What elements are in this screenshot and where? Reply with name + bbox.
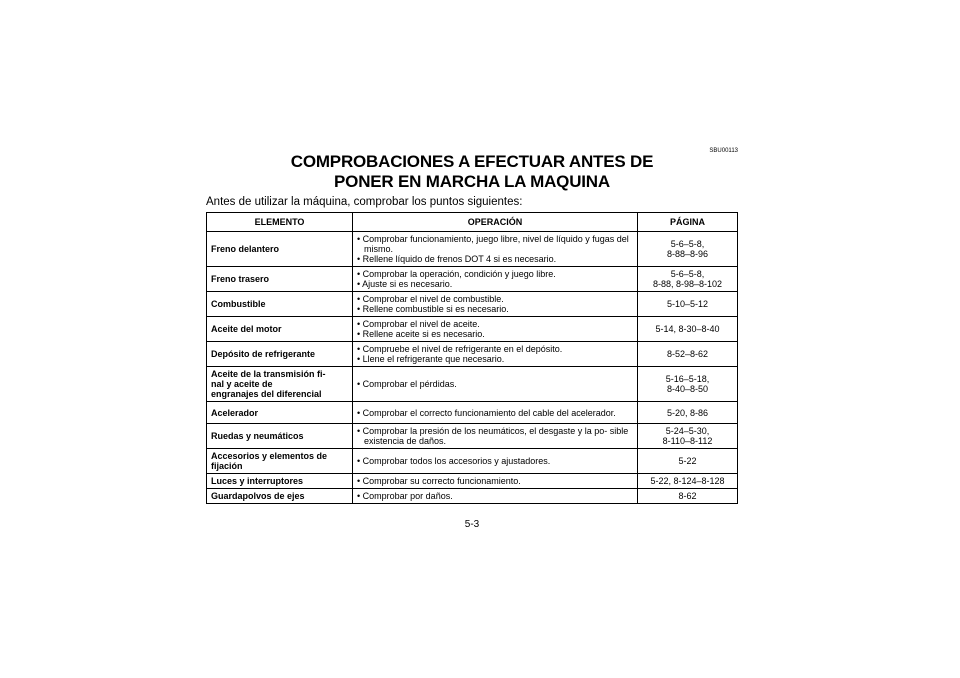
page-ref-line: 5-6–5-8, [670,239,705,249]
table-row [207,232,738,267]
page-ref-line: 8-110–8-112 [662,436,713,446]
row-element [207,402,353,424]
row-element [207,232,353,267]
element-line: fijación [211,461,243,471]
element-line: Luces y interruptores [211,476,304,486]
element-line: Ruedas y neumáticos [211,431,304,441]
row-operation [353,424,638,449]
operation-item: • Comprobar el correcto funcionamiento del cable del acelerador. [357,407,616,418]
row-page-ref [638,424,738,449]
row-element [207,317,353,342]
row-element [207,367,353,402]
table-row [207,267,738,292]
row-page-ref [638,267,738,292]
row-element [207,474,353,489]
page-title [206,152,738,192]
row-page-ref [638,402,738,424]
operation-item: • Ajuste si es necesario. [357,279,453,289]
header-element: ELEMENTO [207,213,353,232]
row-operation [353,474,638,489]
row-element [207,449,353,474]
page-ref-line: 5-10–5-12 [666,299,709,309]
table-row [207,424,738,449]
page-ref-line: 8-40–8-50 [666,384,709,394]
row-operation [353,449,638,474]
row-operation [353,317,638,342]
table-body [207,232,738,504]
element-line: Freno trasero [211,274,270,284]
intro-text: Antes de utilizar la máquina, comprobar los puntos siguientes: [206,196,523,208]
table-row [207,342,738,367]
page-ref-line: 5-22, 8-124–8-128 [650,476,725,486]
operation-item: • Rellene líquido de frenos DOT 4 si es necesario. [357,254,557,264]
row-element [207,267,353,292]
page-ref-line: 8-88–8-96 [666,249,709,259]
row-operation [353,232,638,267]
element-line: Acelerador [211,407,259,418]
row-element [207,342,353,367]
row-operation [353,402,638,424]
operation-item: • Comprobar el pérdidas. [357,379,457,389]
table-row [207,317,738,342]
table-row [207,402,738,424]
operation-item: • Comprobar su correcto funcionamiento. [357,476,521,486]
table-row [207,489,738,504]
row-page-ref [638,489,738,504]
element-line: Accesorios y elementos de [211,451,328,461]
operation-item: • Comprobar la presión de los neumáticos, el desgaste y la po- sible existencia de daños. [357,426,629,446]
header-operation: OPERACIÓN [353,213,638,232]
row-element [207,489,353,504]
page-ref-line: 8-88, 8-98–8-102 [652,279,723,289]
element-line: engranajes del diferencial [211,389,322,399]
row-operation [353,292,638,317]
page-ref-line: 5-6–5-8, [670,269,705,279]
row-operation [353,367,638,402]
document-code: SBU00113 [709,148,738,154]
page-ref-line: 5-24–5-30, [665,426,710,436]
row-element [207,292,353,317]
element-line: nal y aceite de [211,379,273,389]
row-operation [353,267,638,292]
row-page-ref [638,292,738,317]
title-line-1: COMPROBACIONES A EFECTUAR ANTES DE [290,152,654,171]
page-ref-line: 8-52–8-62 [666,349,709,359]
operation-item: • Rellene combustible si es necesario. [357,304,509,314]
page-ref-line: 5-22 [678,456,697,466]
page-ref-line: 5-16–5-18, [665,374,710,384]
table-row [207,449,738,474]
row-operation [353,489,638,504]
operation-item: • Compruebe el nivel de refrigerante en el depósito. [357,344,563,354]
checklist-table [206,212,738,504]
page-number: 5-3 [464,519,480,530]
table-row [207,292,738,317]
page-ref-line: 5-14, 8-30–8-40 [655,324,720,334]
row-operation [353,342,638,367]
operation-item: • Comprobar la operación, condición y juego libre. [357,269,556,279]
title-line-2: PONER EN MARCHA LA MAQUINA [334,172,610,191]
operation-item: • Comprobar todos los accesorios y ajustadores. [357,456,551,466]
operation-item: • Comprobar el nivel de aceite. [357,319,480,329]
operation-item: • Comprobar funcionamiento, juego libre, nivel de líquido y fugas del mismo. [357,234,629,254]
row-element [207,424,353,449]
table-row [207,474,738,489]
element-line: Combustible [211,299,266,309]
header-page: PÁGINA [638,213,738,232]
element-line: Guardapolvos de ejes [211,491,305,501]
element-line: Aceite de la transmisión fi- [211,369,326,379]
page-ref-line: 8-62 [678,491,697,501]
element-line: Freno delantero [211,244,280,254]
table-row [207,367,738,402]
operation-item: • Comprobar el nivel de combustible. [357,294,504,304]
element-line: Depósito de refrigerante [211,349,316,359]
operation-item: • Comprobar por daños. [357,491,453,501]
row-page-ref [638,232,738,267]
row-page-ref [638,449,738,474]
table-header-row [207,213,738,232]
row-page-ref [638,367,738,402]
page-ref-line: 5-20, 8-86 [666,407,709,418]
row-page-ref [638,317,738,342]
row-page-ref [638,342,738,367]
operation-item: • Rellene aceite si es necesario. [357,329,485,339]
operation-item: • Llene el refrigerante que necesario. [357,354,505,364]
element-line: Aceite del motor [211,324,282,334]
row-page-ref [638,474,738,489]
